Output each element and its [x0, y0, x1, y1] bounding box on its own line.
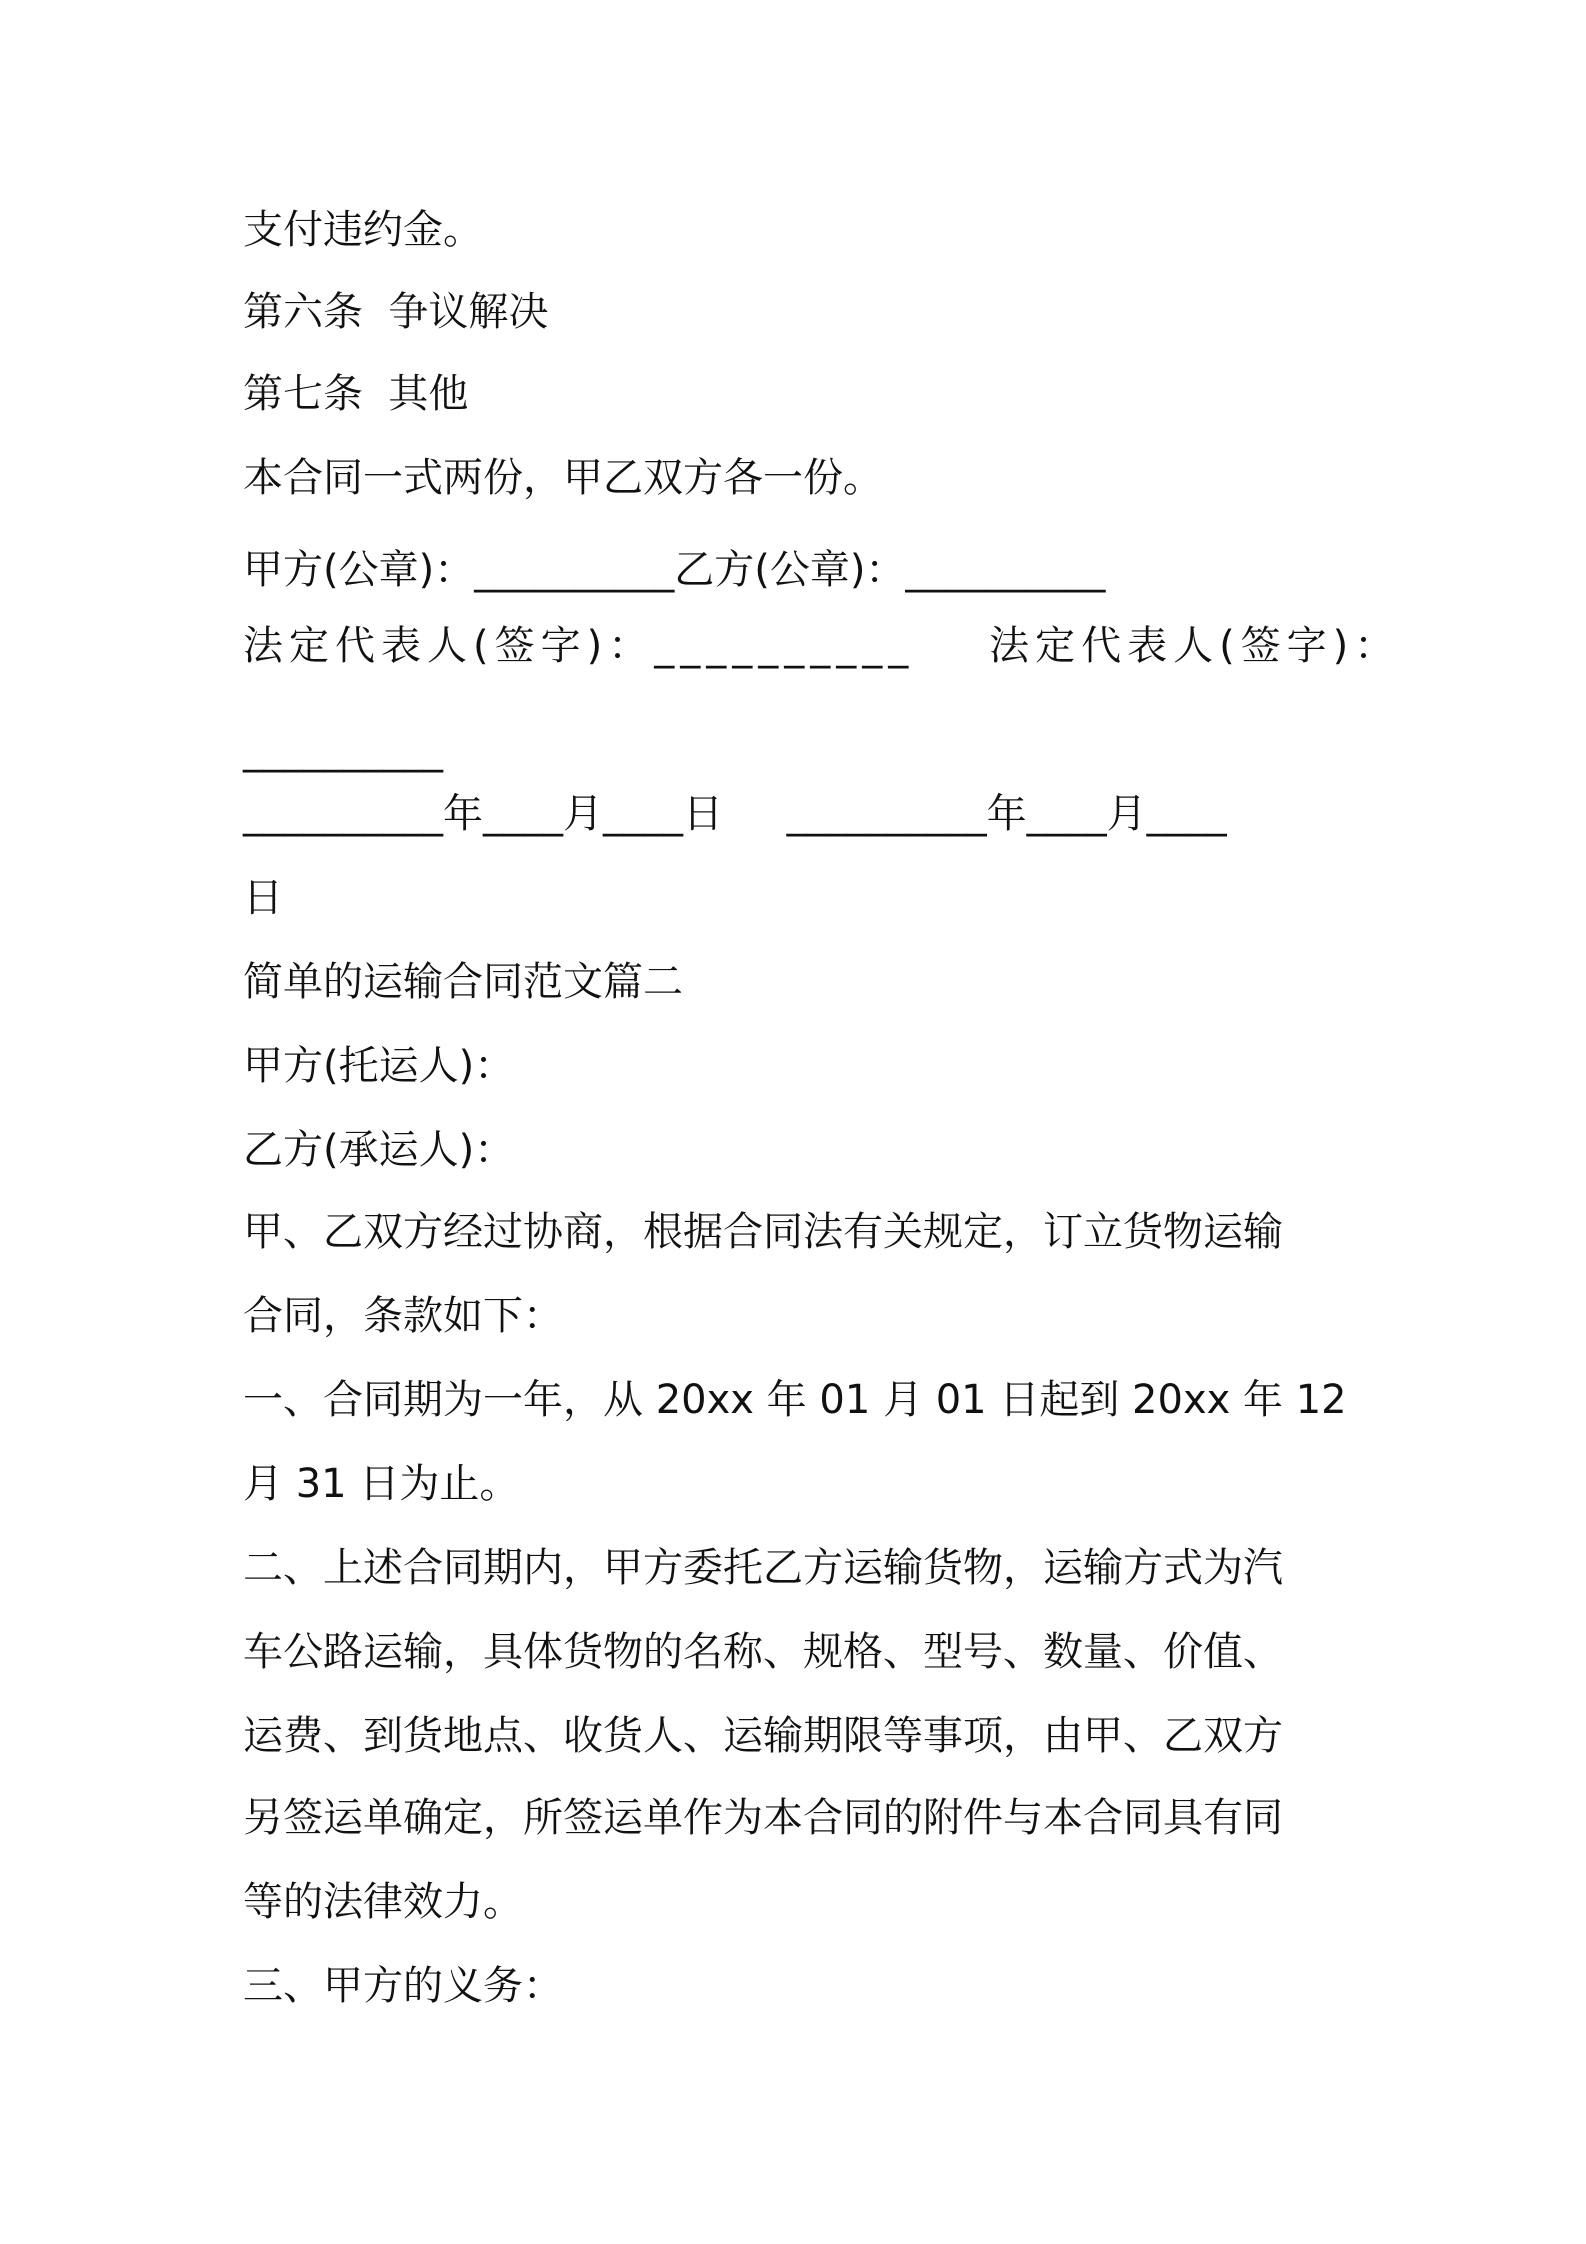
signature-line: 法定代表人(签字)：__________ 法定代表人(签字)：	[243, 623, 1401, 669]
text-line: 运费、到货地点、收货人、运输期限等事项，由甲、乙双方	[243, 1713, 1283, 1759]
text-line: 合同，条款如下：	[243, 1293, 563, 1339]
signature-line: 甲方(公章)：__________乙方(公章)：__________	[243, 547, 1106, 593]
article-heading: 第七条 其他	[243, 371, 469, 417]
section-title: 简单的运输合同范文篇二	[243, 959, 683, 1005]
text-line: 二、上述合同期内，甲方委托乙方运输货物，运输方式为汽	[243, 1545, 1283, 1591]
text-line: 一、合同期为一年，从 20xx 年 01 月 01 日起到 20xx 年 12	[243, 1377, 1347, 1423]
text-line: 车公路运输，具体货物的名称、规格、型号、数量、价值、	[243, 1629, 1283, 1675]
text-line: 等的法律效力。	[243, 1879, 523, 1925]
text-line: 月 31 日为止。	[243, 1461, 520, 1507]
section-heading: 三、甲方的义务：	[243, 1963, 563, 2009]
text-line: 支付违约金。	[243, 207, 483, 253]
article-heading: 第六条 争议解决	[243, 289, 549, 335]
party-line: 甲方(托运人)：	[243, 1043, 515, 1089]
signature-line: __________	[243, 727, 443, 773]
text-line: 另签运单确定，所签运单作为本合同的附件与本合同具有同	[243, 1795, 1283, 1841]
text-line: 甲、乙双方经过协商，根据合同法有关规定，订立货物运输	[243, 1209, 1283, 1255]
party-line: 乙方(承运人)：	[243, 1127, 515, 1173]
date-line: __________年____月____日 __________年____月____	[243, 791, 1227, 837]
date-line: 日	[243, 875, 283, 921]
text-line: 本合同一式两份，甲乙双方各一份。	[243, 455, 883, 501]
